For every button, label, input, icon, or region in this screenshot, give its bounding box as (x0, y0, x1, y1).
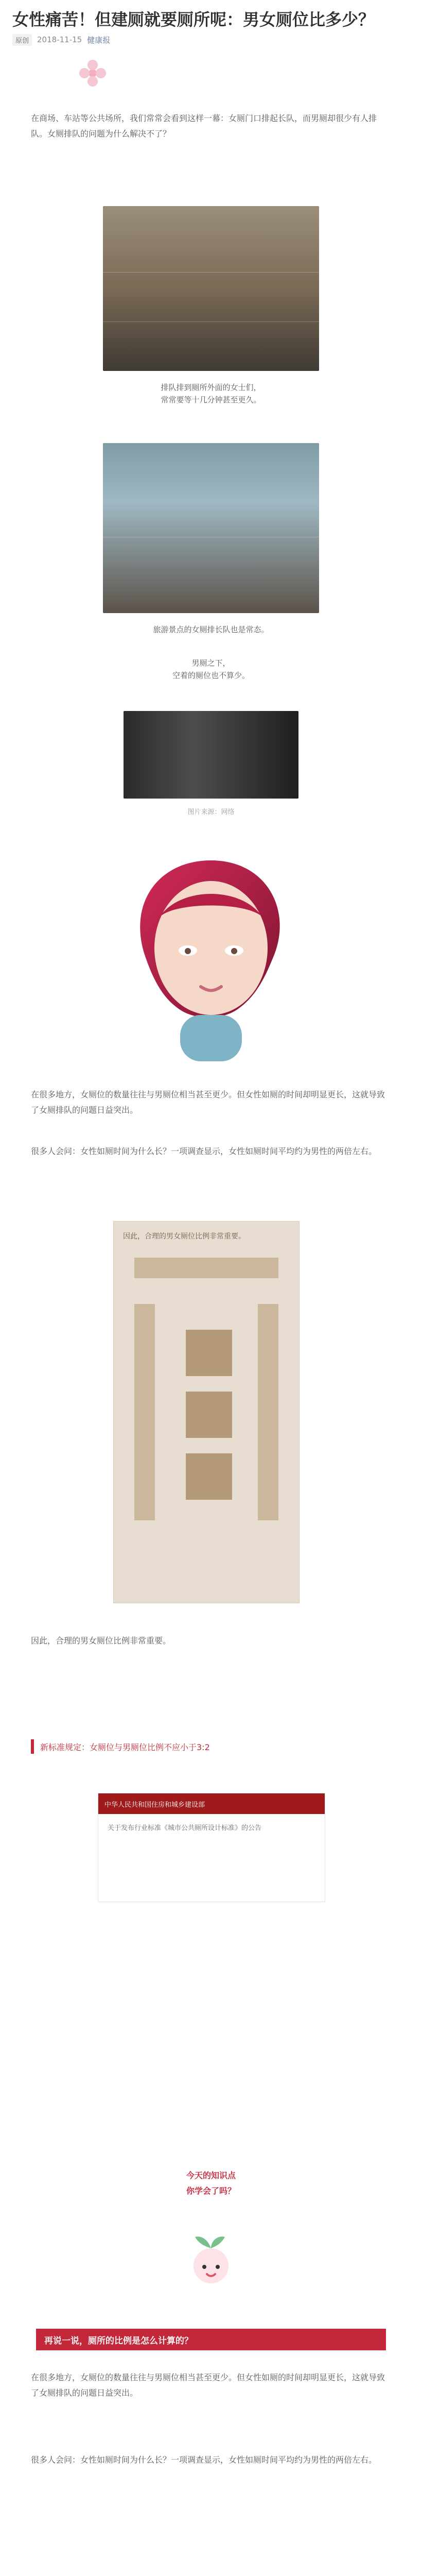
author-link[interactable]: 健康报 (87, 35, 111, 45)
pink-line-2: 你学会了吗？ (186, 2186, 236, 2196)
diagram-label: 因此，合理的男女厕位比例非常重要。 (123, 1232, 245, 1241)
highlight-text: 新标准规定：女厕位与男厕位比例不应小于3:2 (40, 1742, 210, 1752)
caption-line: 旅游景点的女厕排长队也是常态。 (153, 625, 269, 634)
page-title: 女性痛苦！但建厕就要厕所呢：男女厕位比多少？ (12, 10, 375, 29)
caption-stall (0, 657, 422, 682)
paragraph-3: 因此，合理的男女厕位比例非常重要。 (31, 1636, 171, 1646)
doc-body: 关于发布行业标准《城市公共厕所设计标准》的公告 (108, 1824, 262, 1832)
highlight-callout (31, 1736, 391, 1757)
stall-photo (124, 711, 298, 799)
restroom-layout-diagram (113, 1221, 300, 1603)
sprout-icon (178, 2226, 244, 2293)
highlight-bar (31, 1739, 34, 1754)
intro-paragraph: 在商场、车站等公共场所，我们常常会看到这样一幕：女厕门口排起长队，而男厕却很少有人排队。女厕排队的问题为什么解决不了？ (31, 113, 377, 139)
pink-line-1: 今天的知识点 (186, 2171, 236, 2180)
article-meta (12, 33, 110, 46)
original-badge: 原创 (12, 34, 32, 46)
caption-crowd-1 (0, 381, 422, 406)
paragraph-4: 在很多地方，女厕位的数量往往与男厕位相当甚至更少。但女性如厕的时间却明显更长，这就导致了女厕排队的问题日益突出。 (31, 2372, 385, 2398)
publish-date: 2018-11-15 (37, 35, 82, 44)
caption-line: 常常要等十几分钟甚至更久。 (161, 395, 261, 404)
queue-photo-1 (103, 206, 319, 371)
queue-photo-2 (103, 443, 319, 613)
caption-crowd-2 (0, 623, 422, 636)
section-heading-1: 再说一说，厕所的比例是怎么计算的？ (36, 2329, 386, 2350)
caption-line: 空着的厕位也不算少。 (172, 671, 250, 680)
caption-line: 男厕之下， (191, 658, 231, 668)
paragraph-1: 在很多地方，女厕位的数量往往与男厕位相当甚至更少。但女性如厕的时间却明显更长，这就导致了女厕排队的问题日益突出。 (31, 1090, 385, 1115)
caption-line: 排队排到厕所外面的女士们， (161, 383, 261, 392)
flower-icon (77, 58, 108, 89)
paragraph-5: 很多人会问：女性如厕时间为什么长？一项调查显示，女性如厕时间平均约为男性的两倍左右。 (31, 2455, 377, 2465)
stall-source: 图片来源：网络 (187, 808, 235, 816)
paragraph-2: 很多人会问：女性如厕时间为什么长？一项调查显示，女性如厕时间平均约为男性的两倍左右。 (31, 1146, 377, 1156)
official-document (98, 1793, 325, 1902)
doc-header: 中华人民共和国住房和城乡建设部 (98, 1793, 325, 1814)
woman-illustration (82, 829, 340, 1066)
